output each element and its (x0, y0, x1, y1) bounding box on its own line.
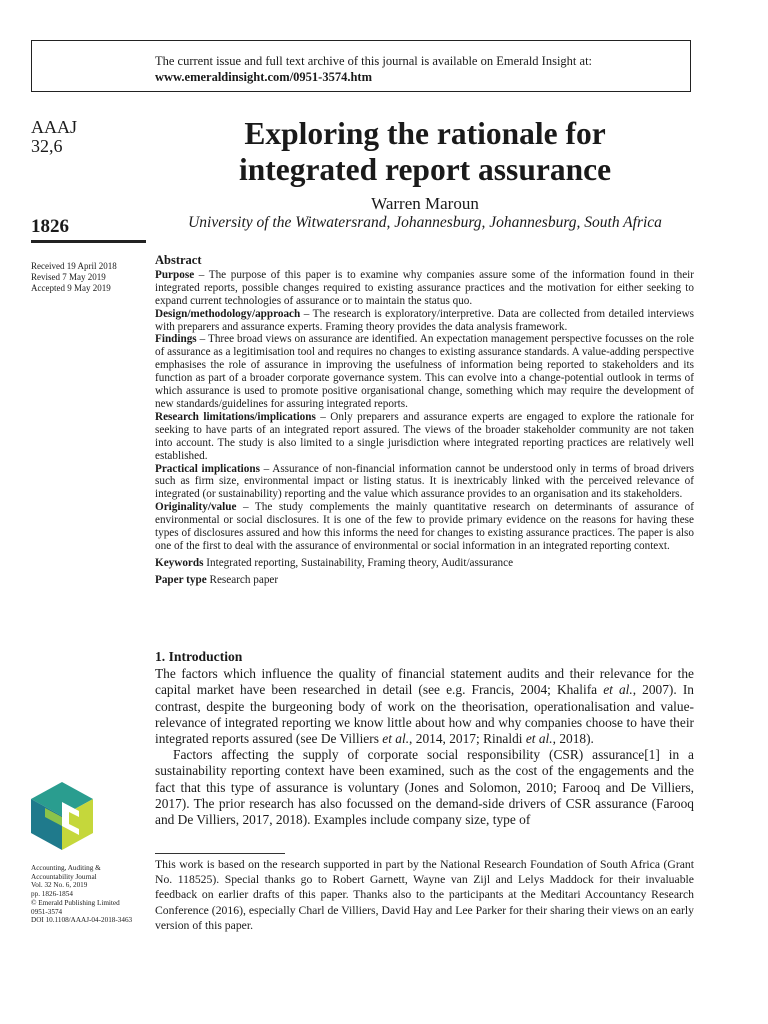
intro-paragraph-2: Factors affecting the supply of corporate social responsibility (CSR) assurance[1] in a sustainability reporting context have been examined, such as the cost of the engagements and the fact that this type of assurance is voluntary (Jones and Solomon, 2010; Farooq and De Villiers, 2017). The prior research has also focussed on the demand-side drivers of CSR assurance (Farooq and De Villiers, 2017, 2018). Examples include company size, type of (155, 747, 694, 828)
abstract-practical (155, 463, 694, 502)
abstract-purpose (155, 269, 694, 308)
intro-text: , 2007). In contrast, despite the burgeoning body of work on the theorisation, operationalisation and value-relevance of integrated reporting we know little about how and why companies choose to have their integrated reports assured (see De Villiers (155, 682, 694, 747)
footnote-divider (155, 853, 285, 854)
page-number: 1826 (31, 216, 69, 237)
keywords-text: Integrated reporting, Sustainability, Framing theory, Audit/assurance (203, 556, 514, 569)
author-name: Warren Maroun (371, 194, 479, 213)
intro-etal: et al. (603, 682, 633, 698)
footnote-text: This work is based on the research supported in part by the National Research Foundation of South Africa (Grant No. 118525). Special thanks go to Robert Garnett, Wayne van Zijl and Lelys Maddock for their invaluable feedback on earlier drafts of this paper. Thanks also to the participants at the Meditari Accountancy Research Conference (2016), especially Charl de Villiers, David Hay and Lee Parker for their sharing their views on an early version of this paper. (155, 858, 694, 932)
originality-text: – The study complements the mainly quantitative research on determinants of assurance of environmental or social disclosures. It is one of the few to provide primary evidence on the reasons for having these types of disclosures assured and how this informs the need for changes to existing assurance practices. The paper is also one of the first to deal with the assurance of environmental or social information in an integrated reporting context. (155, 501, 694, 552)
sidebar-divider (31, 240, 146, 243)
findings-text: – Three broad views on assurance are identified. An expectation management perspective focusses on the role of assurance as a legitimisation tool and requires no changes to existing assurance standards. A value-adding perspective emphasises the role of assurance in improving the usefulness of information being reported to stakeholders and its function as part of a broader corporate governance system. This can evolve into a change-potential outlook in terms of which assurance is used to promote positive organisational change, something which may require the development of new standards/guidelines for assuring integrated reports. (155, 333, 695, 410)
keywords (155, 557, 694, 570)
practical-label: Practical implications (155, 462, 260, 475)
findings-label: Findings (155, 333, 197, 346)
received-date: Received 19 April 2018 (31, 261, 117, 271)
abstract-section (155, 254, 694, 587)
intro-paragraph-1 (155, 666, 694, 747)
citation-line: pp. 1826-1854 (31, 890, 73, 899)
intro-etal: et al. (525, 731, 553, 747)
citation-line: © Emerald Publishing Limited (31, 898, 120, 907)
citation-line: 0951-3574 (31, 907, 63, 916)
intro-text: , 2014, 2017; Rinaldi (409, 731, 526, 747)
article-history-dates (31, 261, 117, 294)
practical-text: – Assurance of non-financial information cannot be understood only in terms of broad drivers such as firm size, environmental impact or listing status. It is inextricably linked with the perceived relevance of integrated (or sustainability) reporting and the value which assurance provides to an organisation and its stakeholders. (155, 462, 694, 501)
paper-type (155, 574, 694, 587)
article-title (155, 116, 695, 188)
title-line-1: Exploring the rationale for (244, 116, 606, 151)
purpose-label: Purpose (155, 268, 195, 281)
design-label: Design/methodology/approach (155, 307, 301, 320)
intro-text: The factors which influence the quality of financial statement audits and their relevance for the capital market have been researched in detail (see e.g. Francis, 2004; Khalifa (155, 666, 694, 698)
accepted-date: Accepted 9 May 2019 (31, 283, 111, 293)
abstract-heading: Abstract (155, 253, 202, 267)
acknowledgement-footnote (155, 857, 694, 933)
papertype-label: Paper type (155, 573, 207, 586)
journal-abbrev: AAAJ (31, 117, 78, 137)
limitations-text: – Only preparers and assurance experts are engaged to explore the rationale for seeking to have parts of an integrated report assured. The views of the broader stakeholder community are not taken into account. The study is also limited to a single jurisdiction where integrated reporting practices are relatively well established. (155, 410, 694, 462)
originality-label: Originality/value (155, 501, 237, 514)
keywords-label: Keywords (155, 556, 204, 569)
access-notice-text: The current issue and full text archive of this journal is available on Emerald Insight at: (155, 54, 593, 68)
doi-link[interactable]: DOI 10.1108/AAAJ-04-2018-3463 (31, 916, 133, 925)
title-line-2: integrated report assurance (238, 152, 612, 187)
abstract-findings (155, 333, 694, 410)
journal-citation (31, 864, 149, 925)
introduction-heading: 1. Introduction (155, 649, 243, 664)
emerald-publishing-logo-icon (31, 782, 93, 850)
papertype-text: Research paper (206, 573, 279, 586)
volume-issue: 32,6 (31, 136, 63, 156)
article-header (155, 116, 695, 232)
abstract-limitations (155, 411, 694, 463)
intro-etal: et al. (382, 731, 410, 747)
citation-line: Vol. 32 No. 6, 2019 (31, 881, 88, 890)
author-affiliation: University of the Witwatersrand, Johannesburg, Johannesburg, South Africa (188, 214, 662, 231)
journal-url-link[interactable]: www.emeraldinsight.com/0951-3574.htm (155, 70, 372, 84)
revised-date: Revised 7 May 2019 (31, 272, 106, 282)
abstract-design (155, 308, 694, 334)
limitations-label: Research limitations/implications (155, 410, 316, 423)
citation-line: Accounting, Auditing & (31, 864, 101, 872)
intro-text: , 2018). (552, 731, 594, 747)
journal-access-notice (31, 40, 691, 92)
citation-line: Accountability Journal (31, 872, 97, 881)
introduction-section (155, 649, 694, 828)
design-text: – The research is exploratory/interpretive. Data are collected from detailed interviews with preparers and assurance experts. Framing theory provides the data analysis framework. (155, 307, 694, 333)
abstract-originality (155, 501, 694, 553)
journal-sidebar (31, 118, 149, 156)
purpose-text: – The purpose of this paper is to examine why companies assure some of the information found in their integrated reports, possible changes required to existing assurance practices and the motivation for either seeking to expand current technologies of assurance or to maintain the status quo. (155, 268, 694, 307)
